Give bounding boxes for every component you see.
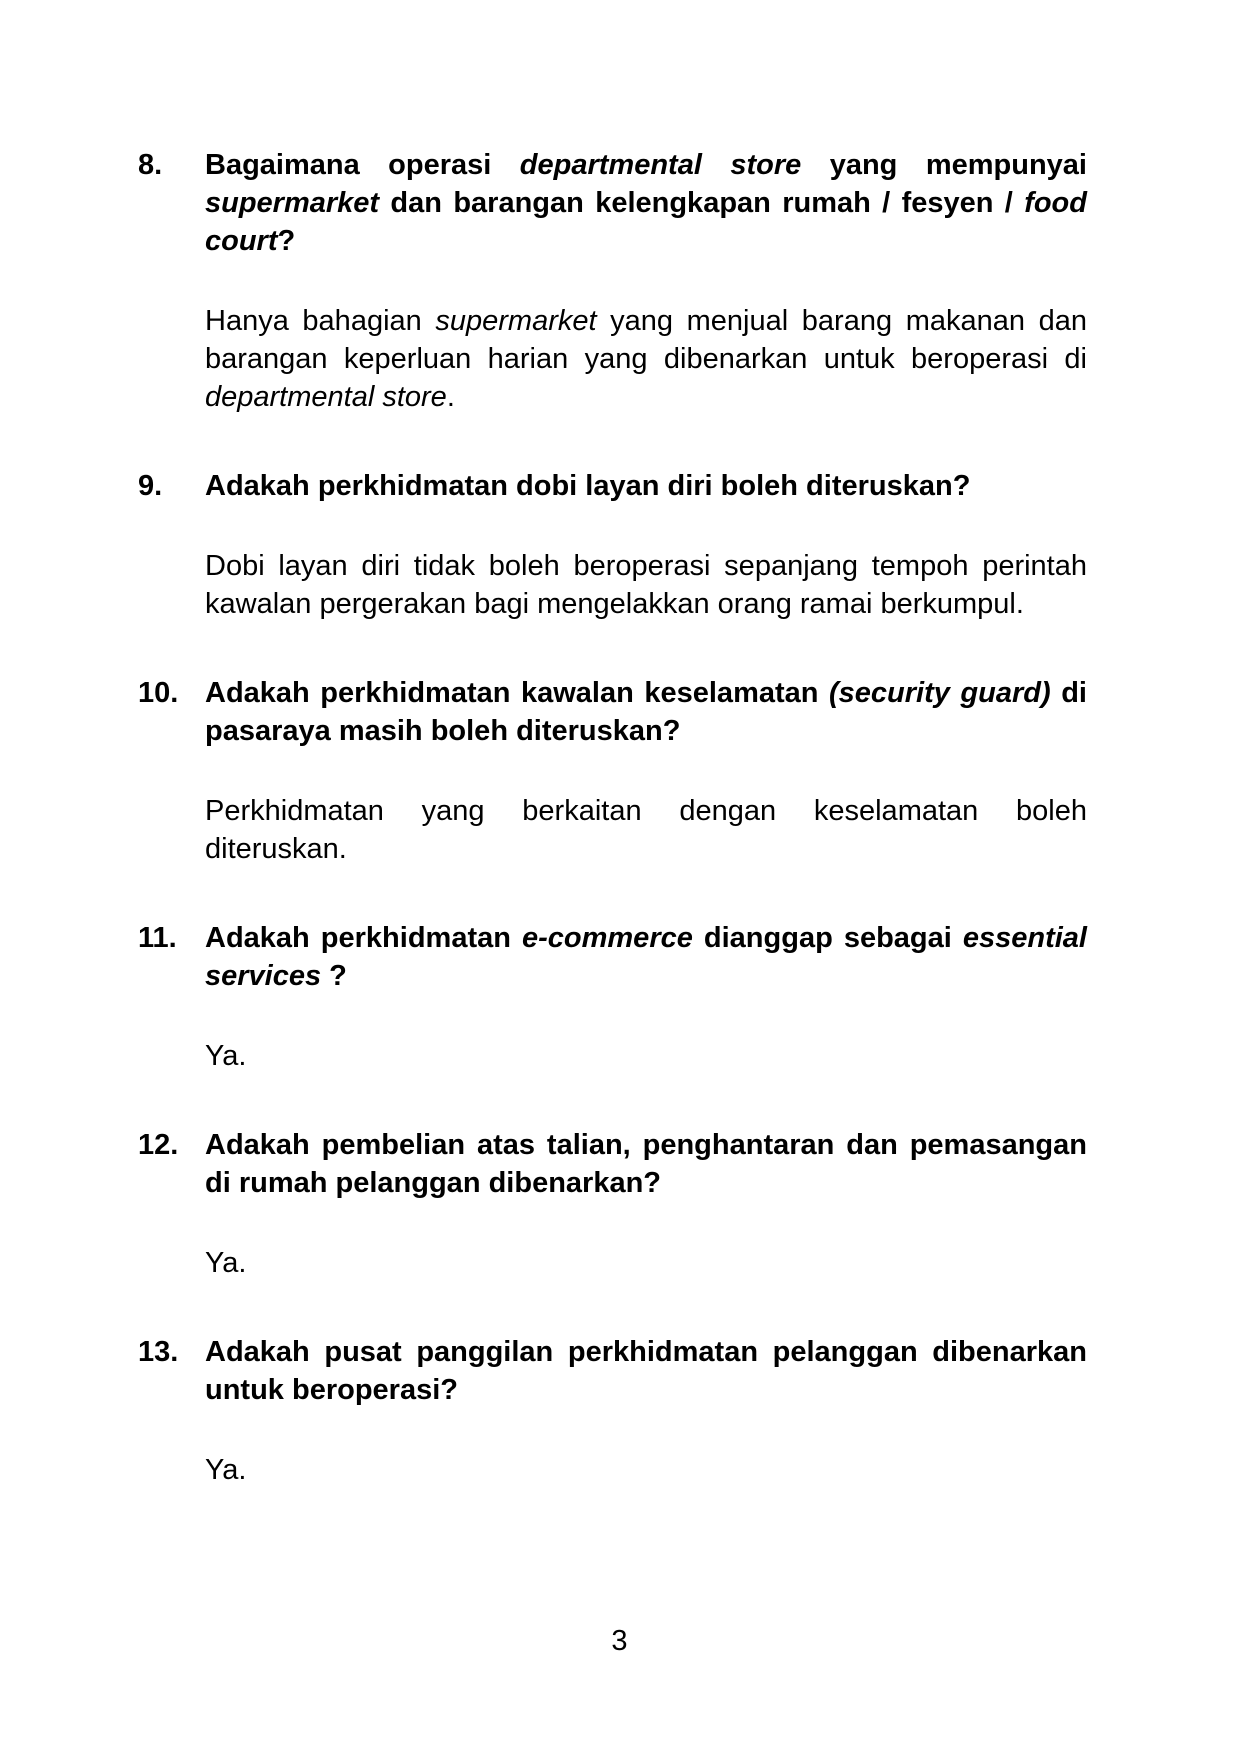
question-text [205, 919, 1087, 995]
text-run: Adakah perkhidmatan [205, 922, 522, 954]
faq-item [138, 674, 1087, 919]
faq-item-body [205, 146, 1087, 467]
question-number: 12. [138, 1129, 179, 1161]
text-run: . [446, 381, 455, 413]
faq-item-body [205, 1333, 1087, 1489]
faq-item [138, 467, 1087, 674]
question-number: 11. [138, 922, 177, 954]
faq-list [138, 146, 1087, 1489]
faq-item [138, 146, 1087, 467]
text-run: Ya. [205, 1454, 247, 1486]
answer-text [205, 1451, 1087, 1489]
text-run: Dobi layan diri tidak boleh beroperasi sepanjang tempoh perintah kawalan pergerakan bagi mengelakkan orang ramai berkumpul. [205, 550, 1087, 620]
text-run: dan barangan kelengkapan rumah / fesyen / [379, 187, 1025, 219]
faq-item [138, 1333, 1087, 1489]
question-text [205, 674, 1087, 750]
question-number: 13. [138, 1336, 179, 1368]
answer-text [205, 302, 1087, 416]
answer-text [205, 792, 1087, 868]
question-text [205, 146, 1087, 260]
faq-item [138, 919, 1087, 1126]
italic-run: essential services [205, 922, 1087, 992]
italic-run: supermarket [205, 187, 380, 219]
italic-run: e-commerce [521, 922, 693, 954]
text-run: Adakah pusat panggilan perkhidmatan pelanggan dibenarkan untuk beroperasi? [205, 1336, 1087, 1406]
faq-item-body [205, 919, 1087, 1126]
question-text [205, 1333, 1087, 1409]
page-number: 3 [611, 1625, 628, 1657]
italic-run: departmental store [205, 381, 447, 413]
text-run: Bagaimana operasi [205, 149, 520, 181]
text-run: Ya. [205, 1247, 247, 1279]
answer-text [205, 1037, 1087, 1075]
faq-item-body [205, 467, 1087, 674]
text-run: Adakah pembelian atas talian, penghantaran dan pemasangan di rumah pelanggan dibenarkan? [205, 1129, 1087, 1199]
text-run: Adakah perkhidmatan kawalan keselamatan [205, 677, 830, 709]
question-number: 9. [138, 470, 163, 502]
question-text [205, 1126, 1087, 1202]
italic-run: supermarket [435, 305, 597, 337]
faq-item [138, 1126, 1087, 1333]
italic-run: (security guard) [829, 677, 1051, 709]
text-run: dianggap sebagai [692, 922, 963, 954]
question-number: 8. [138, 149, 163, 181]
question-text [205, 467, 1087, 505]
question-number: 10. [138, 677, 179, 709]
answer-text [205, 1244, 1087, 1282]
faq-item-body [205, 674, 1087, 919]
italic-run: food court [205, 187, 1087, 257]
text-run: ? [277, 225, 296, 257]
text-run: Ya. [205, 1040, 247, 1072]
text-run: Hanya bahagian [205, 305, 436, 337]
answer-text [205, 547, 1087, 623]
text-run: yang mempunyai [801, 149, 1087, 181]
text-run: yang menjual barang makanan dan barangan keperluan harian yang dibenarkan untuk beroperasi di [205, 305, 1087, 375]
text-run: di pasaraya masih boleh diteruskan? [205, 677, 1087, 747]
text-run: Adakah perkhidmatan dobi layan diri boleh diteruskan? [205, 470, 971, 502]
text-run: Perkhidmatan yang berkaitan dengan keselamatan boleh diteruskan. [205, 795, 1087, 865]
faq-item-body [205, 1126, 1087, 1333]
text-run: ? [321, 960, 347, 992]
italic-run: departmental store [519, 149, 802, 181]
